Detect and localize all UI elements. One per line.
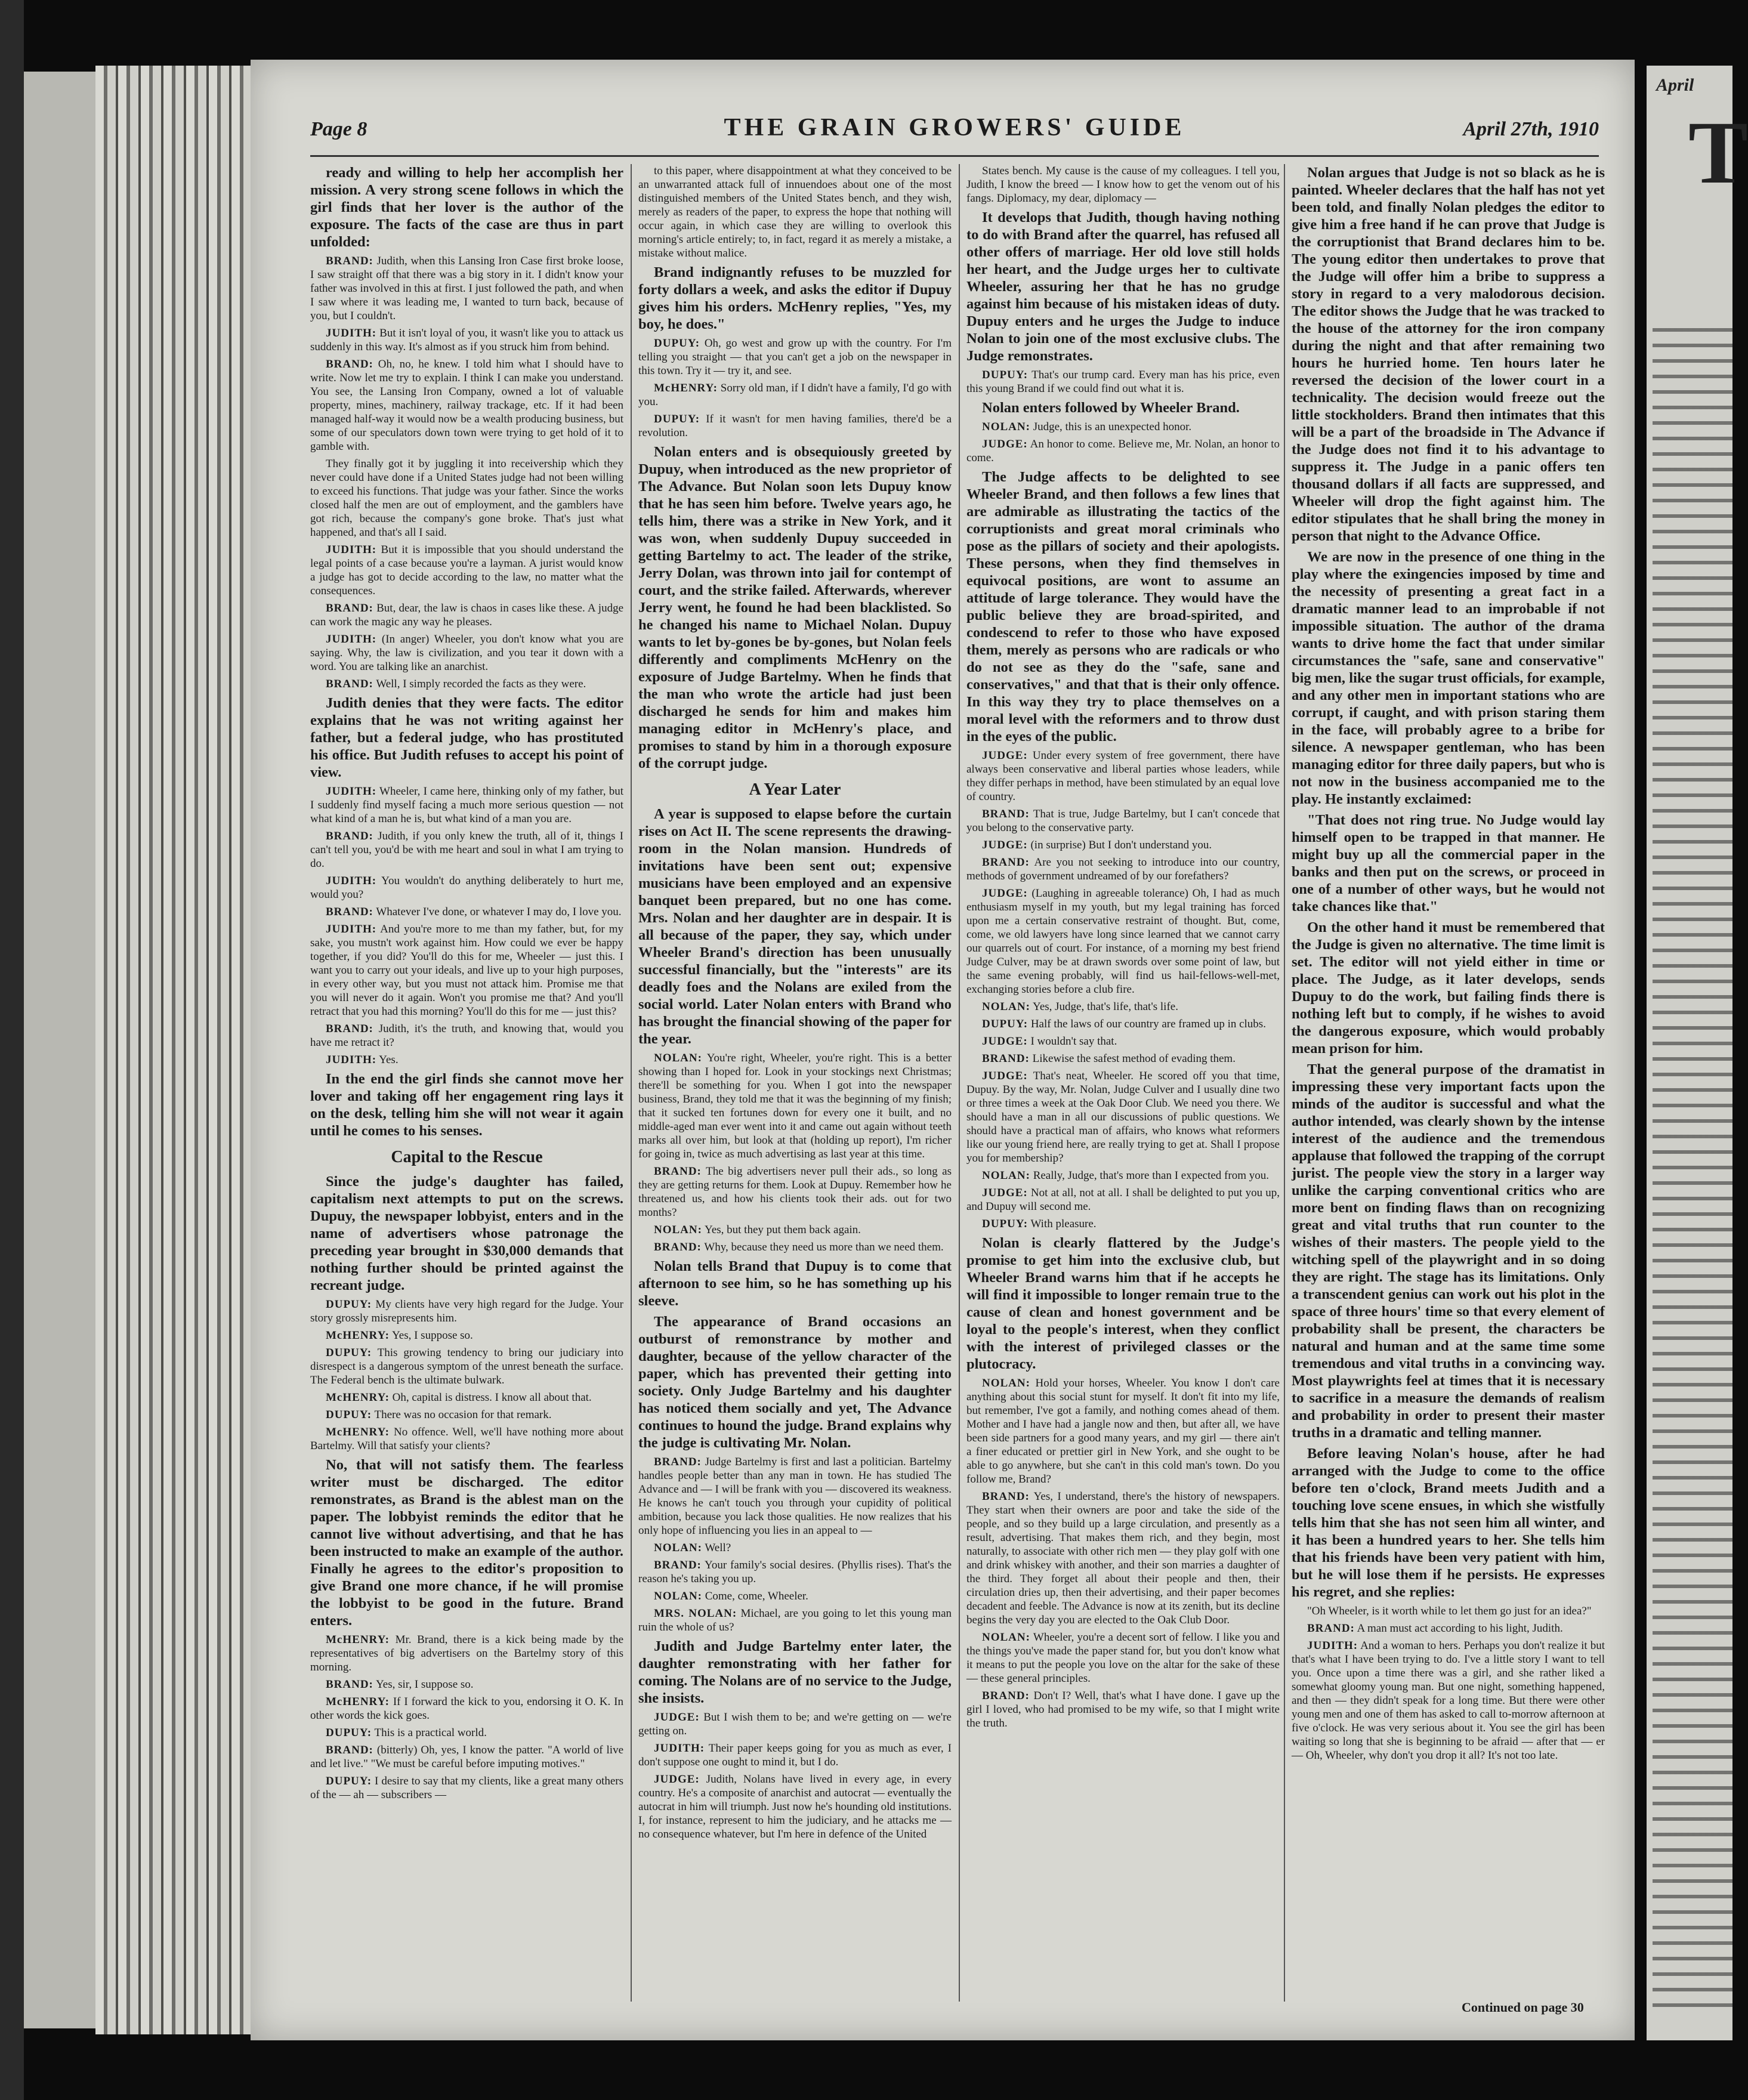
speaker-name: DUPUY:: [654, 413, 700, 425]
dialogue-line: [638, 1589, 952, 1603]
speaker-name: JUDITH:: [326, 543, 377, 556]
dialogue-line: [638, 1223, 952, 1237]
dialogue-text: Not at all, not at all. I shall be delighted to put you up, and Dupuy will second me.: [966, 1187, 1280, 1213]
dialogue-text: No offence. Well, we'll have nothing more about Bartelmy. Will that satisfy your clients?: [310, 1426, 624, 1452]
speaker-name: JUDITH:: [326, 875, 377, 887]
section-heading: A Year Later: [749, 780, 841, 799]
dialogue-text: I desire to say that my clients, like a great many others of the — ah — subscribers —: [310, 1775, 624, 1801]
dialogue-text: Judge Bartelmy is first and last a politician. Bartelmy handles people better than any man in town. He has studied The Advance and — I will be frank with you — discovered its weakness. He knows he can't touch you through your cupidity of political ambition, because you lack those qualities. He now realizes that his only hope of influencing you lies in an appeal to —: [638, 1456, 952, 1537]
speaker-name: BRAND:: [654, 1165, 702, 1178]
dialogue-text: Yes, I understand, there's the history of newspapers. They start when their owners are poor and take the side of the people, and so they build up a large circulation, and presently as a result, advertising. That makes them rich, and they begin, most naturally, to associate with other rich men — they play golf with one and drink whiskey with another, and their son marries a daughter of the third. They forget all about their people and then, their circulation dries up, then their advertising, and their paper becomes decadent and feeble. The Advance is now at its zenith, but its decline begins the very day you are elected to the Oak Club Door.: [966, 1490, 1280, 1626]
body-paragraph: That the general purpose of the dramatist in impressing these very important facts upon the minds of the auditor is successful and what the author intended, was clearly shown by the intense interest of the audience and the tremendous applause that followed the trapping of the corrupt jurist. The people view the story in a larger way unlike the carping conventional critics who are more bent on finding flaws than on recognizing great and vital truths that run counter to the wishes of their masters. The people yield to the witching spell of the playwright and in so doing they are right. The stage has its limitations. Only a transcendent genius can work out his plot in the space of three hours' time so that every element of probability shall be present, the characters be natural and human and at the same time some tremendous and vital truths in a convincing way. Most playwrights feel at times that it is necessary to sacrifice in a measure the demands of realism and probability in order to present their master truths in a dramatic and telling manner.: [1292, 1061, 1605, 1441]
dialogue-text: Judith, if you only knew the truth, all of it, things I can't tell you, you'd be with me heart and soul in what I am trying to do.: [310, 830, 624, 870]
dialogue-text: But it isn't loyal of you, it wasn't like you to attack us suddenly in this way. It's almost as if you struck him from behind.: [310, 327, 624, 353]
dialogue-line: [310, 601, 623, 629]
header-rule: [310, 155, 1599, 157]
dialogue-text: Half the laws of our country are framed up in clubs.: [1030, 1018, 1266, 1030]
dialogue-text: You're right, Wheeler, you're right. This is a better showing than I hoped for. Look in your stockings next Christmas; there'll be something for you. When I got into the newspaper business, Brand, they told me that it was the beginning of my finish; that it sucked ten fortunes down for every one it built, and no middle-aged man ever went into it and came out again without teeth marks all over him, but look at that (holding up report), I'm richer for going in, twice as much advertising as last year at this time.: [638, 1052, 952, 1160]
body-paragraph: It develops that Judith, though having nothing to do with Brand after the quarrel, has refused all other offers of marriage. Her old love still holds her heart, and the Judge urges her to cultivate Wheeler, assuring her that he has no grudge against him because of his mistaken ideas of duty. Dupuy enters and he urges the Judge to induce Nolan to join one of the most exclusive clubs. The Judge remonstrates.: [966, 209, 1280, 364]
speaker-name: BRAND:: [326, 1678, 373, 1691]
dialogue-line: [638, 1051, 952, 1161]
speaker-name: JUDITH:: [326, 327, 377, 339]
speaker-name: DUPUY:: [982, 369, 1029, 381]
dialogue-text: Wheeler, I came here, thinking only of my father, but I suddenly find myself facing a much more serious question — not what kind of a man he is, but what kind of a man you are.: [310, 785, 623, 825]
speaker-name: JUDGE:: [982, 1070, 1028, 1082]
speaker-name: JUDITH:: [326, 785, 377, 798]
dialogue-line: [310, 1022, 623, 1049]
column-separator: [1284, 164, 1285, 2002]
dialogue-text: Come, come, Wheeler.: [705, 1590, 808, 1602]
dialogue-text: You wouldn't do anything deliberately to hurt me, would you?: [310, 875, 623, 901]
dialogue-line: [638, 1741, 952, 1769]
body-paragraph: Nolan is clearly flattered by the Judge's promise to get him into the exclusive club, but Wheeler Brand warns him that if he accepts he will find it impossible to longer remain true to the cause of clean and honest government and be loyal to the people's interest, when they conflict with the interest of privileged classes or the plutocracy.: [966, 1235, 1280, 1372]
speaker-name: BRAND:: [982, 856, 1030, 869]
speaker-name: McHENRY:: [654, 382, 718, 394]
dialogue-line: [310, 357, 623, 453]
issue-date: April 27th, 1910: [1463, 118, 1599, 140]
dialogue-text: Yes.: [379, 1054, 399, 1066]
dialogue-line: [310, 922, 623, 1018]
speaker-name: McHENRY:: [326, 1391, 390, 1404]
dialogue-text: Yes, Judge, that's life, that's life.: [1033, 1000, 1178, 1013]
speaker-name: JUDGE:: [982, 1187, 1028, 1199]
previous-page-stub: [24, 72, 95, 2028]
dialogue-line: [638, 1165, 952, 1219]
dialogue-line: [638, 1607, 952, 1634]
newspaper-page: [251, 60, 1635, 2040]
body-paragraph: Since the judge's daughter has failed, capitalism next attempts to put on the screws. Dupuy, the newspaper lobbyist, enters and in the name of advertisers whose patronage the preceding year brought in $30,000 demands that nothing further should be printed against the recreant judge.: [310, 1173, 623, 1293]
dialogue-line: [1292, 1622, 1605, 1635]
dialogue-line: [310, 677, 623, 691]
dialogue-line: [966, 1069, 1280, 1165]
dialogue-line: [310, 1329, 623, 1342]
dialogue-line: [966, 1017, 1280, 1031]
dialogue-text: Well?: [705, 1542, 731, 1554]
dialogue-text: Mr. Brand, there is a kick being made by the representatives of big advertisers on the Bartelmy story of this morning.: [310, 1633, 624, 1673]
dialogue-text: My clients have very high regard for the Judge. Your story grossly misrepresents him.: [310, 1298, 623, 1324]
dialogue-text: I wouldn't say that.: [1030, 1035, 1117, 1048]
dialogue-line: [310, 543, 623, 598]
dialogue-text: Whatever I've done, or whatever I may do, I love you.: [376, 906, 622, 918]
speaker-name: JUDGE:: [982, 1035, 1028, 1048]
body-paragraph: ready and willing to help her accomplish her mission. A very strong scene follows in which the girl finds that her lover is the author of the exposure. The facts of the case are thus in part unfolded:: [310, 165, 623, 250]
dialogue-line: [638, 164, 952, 260]
dialogue-text: The big advertisers never pull their ads., so long as they are getting returns for them. Look at Dupuy. Remember how he threatened us, and how his clients took their ads. out for two months?: [638, 1165, 952, 1219]
dialogue-text: Oh, go west and grow up with the country. For I'm telling you straight — that you can't get a job on the newspaper in this town. Try it — try it, and see.: [638, 337, 952, 377]
page-header: [310, 113, 1599, 149]
speaker-name: MRS. NOLAN:: [654, 1607, 737, 1620]
dialogue-line: [966, 1052, 1280, 1066]
speaker-name: McHENRY:: [326, 1426, 390, 1438]
dialogue-line: [966, 368, 1280, 396]
speaker-name: JUDITH:: [326, 1054, 377, 1066]
dialogue-line: [310, 1298, 623, 1325]
dialogue-text: Judith, it's the truth, and knowing that, would you have me retract it?: [310, 1023, 623, 1049]
speaker-name: BRAND:: [982, 1052, 1030, 1065]
dialogue-text: But it is impossible that you should understand the legal points of a case because you're a layman. A jurist would know a judge has got to decide according to the law, no matter what the consequences.: [310, 543, 623, 597]
dialogue-text: But I wish them to be; and we're getting on — we're getting on.: [638, 1711, 952, 1737]
dialogue-text: That's our trump card. Every man has his price, even this young Brand if we could find out what it is.: [966, 369, 1280, 395]
dialogue-line: [966, 856, 1280, 883]
facing-page-date: April: [1656, 75, 1694, 95]
body-paragraph: On the other hand it must be remembered that the Judge is given no alternative. The time limit is set. The editor will not yield either in time or place. The Judge, as it later develops, sends Dupuy to do the work, but failing finds there is nothing left but to comply, if he wishes to avoid the dangerous exposure, which would probably mean prison for him.: [1292, 919, 1605, 1057]
speaker-name: BRAND:: [326, 1023, 373, 1035]
dialogue-text: (in surprise) But I don't understand you.: [1030, 839, 1212, 851]
dialogue-line: [966, 807, 1280, 835]
dialogue-line: [310, 1346, 623, 1387]
dialogue-text: States bench. My cause is the cause of my colleagues. I tell you, Judith, I know the breed — I know how to get the venom out of his fangs. Diplomacy, my dear, diplomacy —: [966, 165, 1280, 205]
dialogue-text: Hold your horses, Wheeler. You know I don't care anything about this social stunt for myself. It don't fit into my life, but remember, I've got a family, and nothing comes ahead of them. Mother and I have had a jangle now and then, but after all, we have been side partners for a good many years, and my girl — there ain't a finer educated or prettier girl in New York, and she ought to be able to go anywhere, but she can't in this cold man's town. Do you follow me, Brand?: [966, 1377, 1280, 1486]
speaker-name: JUDITH:: [654, 1742, 705, 1755]
dialogue-line: [310, 1425, 623, 1453]
column-3: [966, 164, 1280, 2008]
dialogue-text: Wheeler, you're a decent sort of fellow. I like you and the things you've made the paper stand for, but you don't know what it means to put the people you love on the altar for the sake of these — these general principles.: [966, 1631, 1280, 1685]
page-number: Page 8: [310, 118, 367, 140]
speaker-name: JUDGE:: [654, 1711, 700, 1724]
speaker-name: JUDGE:: [654, 1773, 700, 1786]
speaker-name: BRAND:: [654, 1559, 702, 1571]
speaker-name: NOLAN:: [982, 1000, 1030, 1013]
body-paragraph: Judith and Judge Bartelmy enter later, the daughter remonstrating with her father for coming. The Nolans are of no service to the Judge, she insists.: [638, 1638, 952, 1706]
speaker-name: NOLAN:: [982, 1169, 1030, 1182]
dialogue-text: (bitterly) Oh, yes, I know the patter. "A world of live and let live." "We must be careful before imputing motives.": [310, 1744, 623, 1770]
dialogue-text: Likewise the safest method of evading them.: [1032, 1052, 1236, 1065]
speaker-name: BRAND:: [326, 906, 373, 918]
dialogue-text: There was no occasion for that remark.: [374, 1409, 552, 1421]
dialogue-line: [310, 1678, 623, 1691]
speaker-name: JUDGE:: [982, 438, 1028, 450]
dialogue-text: Yes, but they put them back again.: [705, 1224, 861, 1236]
dialogue-text: Oh, no, he knew. I told him what I should have to write. Now let me try to explain. I think I can make you understand. You see, the Lansing Iron Company, owned a lot of valuable property, mines, machinery, railway trackage, etc. If it had been managed half-way it would now be a wealth producing business, but some of our speculators down town were trying to get hold of it to gamble with.: [310, 358, 623, 453]
speaker-name: DUPUY:: [326, 1409, 372, 1421]
speaker-name: JUDITH:: [1307, 1639, 1358, 1652]
dialogue-line: [310, 1408, 623, 1422]
speaker-name: NOLAN:: [654, 1052, 702, 1064]
dialogue-line: [310, 874, 623, 901]
dialogue-text: Michael, are you going to let this young man ruin the whole of us?: [638, 1607, 952, 1633]
body-paragraph: The Judge affects to be delighted to see Wheeler Brand, and then follows a few lines that are admirable as illustrating the tactics of the corruptionists and great moral criminals who pose as the pillars of society and their apologists. These persons, when they find themselves in equivocal positions, are wont to assume an attitude of large tolerance. They would have the public believe they are broad-spirited, and condescend to refer to those who have exposed them, merely as persons who are radicals or who do not see as they do the "safe, sane and conservatives," and that that is their only offence. In this way they try to place themselves on a moral level with the reformers and to throw dust in the eyes of the public.: [966, 469, 1280, 745]
dialogue-text: A man must act according to his light, Judith.: [1357, 1622, 1563, 1635]
dialogue-text: Under every system of free government, there have always been conservative and liberal parties whose leaders, while they differ perhaps in method, have been stimulated by an equal love of country.: [966, 749, 1280, 803]
speaker-name: DUPUY:: [326, 1775, 372, 1787]
dialogue-line: [310, 1053, 623, 1067]
speaker-name: BRAND:: [326, 255, 373, 267]
dialogue-text: Oh, capital is distress. I know all about that.: [392, 1391, 592, 1404]
dialogue-line: [638, 1541, 952, 1555]
speaker-name: NOLAN:: [982, 1631, 1030, 1644]
body-paragraph: We are now in the presence of one thing in the play where the exingencies imposed by time and the necessity of presenting a great fact in a dramatic manner lead to an improbable if not impossible situation. The author of the drama wants to drive home the fact that under similar circumstances the "safe, sane and conservative" big men, like the sugar trust officials, for example, and any other men in important stations who are corrupt, if caught, and with prison staring them in the face, will probably agree to a bribe for silence. A newspaper gentleman, who has been managing editor for three daily papers, but who is not now in the business accompanied me to the play. He instantly exclaimed:: [1292, 549, 1605, 807]
dialogue-line: [966, 1217, 1280, 1231]
speaker-name: NOLAN:: [654, 1224, 702, 1236]
facing-page: [1647, 66, 1748, 2040]
dialogue-line: [310, 632, 623, 674]
dialogue-line: [966, 1376, 1280, 1486]
dialogue-line: [638, 336, 952, 378]
dialogue-line: [310, 1743, 623, 1771]
body-paragraph: In the end the girl finds she cannot move her lover and taking off her engagement ring lays it on the desk, telling him she will not wear it again until he comes to his senses.: [310, 1071, 623, 1139]
dialogue-line: [310, 1774, 623, 1802]
dialogue-line: [966, 887, 1280, 996]
dialogue-line: [310, 1695, 623, 1722]
dialogue-line: [638, 412, 952, 440]
dialogue-line: [966, 1490, 1280, 1627]
dialogue-text: (In anger) Wheeler, you don't know what you are saying. Why, the law is civilization, and you tear it down with a word. You are talking like an anarchist.: [310, 633, 624, 673]
speaker-name: McHENRY:: [326, 1696, 390, 1708]
body-paragraph: Nolan enters and is obsequiously greeted by Dupuy, when introduced as the new proprietor of The Advance. But Nolan soon lets Dupuy know that he has seen him before. Twelve years ago, he tells him, there was a strike in New York, and it was won, when suddenly Dupuy succeeded in getting Bartelmy to act. The leader of the strike, Jerry Dolan, was thrown into jail for contempt of court, and the strike failed. Afterwards, wherever Jerry went, he found he had been blacklisted. So he changed his name to Michael Nolan. Dupuy wants to let by-gones be by-gones, but Nolan feels differently and compliments McHenry on the exposure of Judge Bartelmy. When he finds that the man who wrote the article had just been discharged he sends for him and makes him managing editor in McHenry's place, and promises to stand by him in a thorough exposure of the corrupt judge.: [638, 444, 952, 771]
dialogue-line: [310, 905, 623, 919]
dialogue-text: If I forward the kick to you, endorsing it O. K. In other words the kick goes.: [310, 1696, 623, 1722]
speaker-name: DUPUY:: [326, 1347, 372, 1359]
speaker-name: DUPUY:: [654, 337, 700, 350]
dialogue-text: Don't I? Well, that's what I have done. I gave up the girl I loved, who had promised to be my wife, so that I might write the truth.: [966, 1690, 1280, 1730]
speaker-name: BRAND:: [654, 1456, 702, 1468]
dialogue-line: [310, 1633, 623, 1674]
dialogue-line: [966, 838, 1280, 852]
section-heading: Capital to the Rescue: [391, 1148, 543, 1166]
dialogue-line: [966, 420, 1280, 434]
dialogue-text: to this paper, where disappointment at what they conceived to be an unwarranted attack full of innuendoes about one of the most distinguished members of the United States bench, and they wish, merely as readers of the paper, to express the hope that nothing will occur again, in which case they are willing to overlook this morning's article entirely; to, in fact, regard it as merely a mistake, a mistake without malice.: [638, 165, 952, 260]
facing-page-headline-letter: T: [1688, 103, 1748, 202]
dialogue-text: (Laughing in agreeable tolerance) Oh, I had as much enthusiasm myself in my youth, but my legal training has forced upon me a certain conservative restraint of thought. But, come, come, we old lawyers have long since learned that we cannot carry our quarrels out of court. For instance, of a morning my best friend Judge Culver, may be at drawn swords over some point of law, but the same evening probably, will find us hail-fellows-well-met, exchanging stories before a club fire.: [966, 887, 1280, 996]
speaker-name: NOLAN:: [654, 1590, 702, 1602]
column-separator: [959, 164, 960, 2002]
dialogue-line: [638, 1710, 952, 1738]
speaker-name: JUDGE:: [982, 839, 1028, 851]
dialogue-line: [310, 785, 623, 826]
body-paragraph: "That does not ring true. No Judge would lay himself open to be trapped in that manner. He might buy up all the commercial paper in the banks and then put on the screws, or proceed in one of a number of other ways, but he would not take chances like that.": [1292, 812, 1605, 915]
scan-left-edge: [0, 0, 24, 2100]
speaker-name: JUDGE:: [982, 887, 1028, 900]
dialogue-line: [310, 1726, 623, 1740]
dialogue-line: [966, 1000, 1280, 1014]
body-paragraph: Nolan tells Brand that Dupuy is to come that afternoon to see him, so he has something up his sleeve.: [638, 1258, 952, 1309]
body-paragraph: Nolan argues that Judge is not so black as he is painted. Wheeler declares that the half has not yet been told, and finally Nolan pledges the editor to give him a free hand if he can prove that Judge is the corruptionist that Brand declares him to be. The young editor then undertakes to prove that the Judge will offer him a bribe to suppress a story in regard to a very malodorous decision. The editor shows the Judge that he was tracked to the house of the attorney for the iron company during the night and that after remaining two hours he hurried home. Ten hours later he reversed the decision of the lower court in a technicality. The decision would freeze out the little stockholders. Brand then intimates that this will be a part of the broadside in The Advance if the Judge does not find it to his advantage to suppress it. The Judge in a panic offers ten thousand dollars if all facts are suppressed, and Wheeler will drop the fight against him. The editor stipulates that he shall bring the money in person that night to the Advance Office.: [1292, 165, 1605, 544]
speaker-name: NOLAN:: [654, 1542, 702, 1554]
dialogue-line: [1292, 1639, 1605, 1762]
dialogue-line: [966, 1689, 1280, 1730]
speaker-name: BRAND:: [1307, 1622, 1355, 1635]
dialogue-line: [310, 326, 623, 354]
dialogue-line: [638, 1240, 952, 1254]
column-separator: [631, 164, 632, 2002]
dialogue-line: [310, 457, 623, 539]
dialogue-line: [638, 1772, 952, 1841]
column-4: [1292, 164, 1605, 2008]
speaker-name: BRAND:: [982, 1690, 1030, 1702]
dialogue-text: Yes, I suppose so.: [391, 1329, 473, 1342]
masthead-title: THE GRAIN GROWERS' GUIDE: [724, 114, 1185, 141]
dialogue-text: Judge, this is an unexpected honor.: [1033, 421, 1192, 433]
dialogue-text: Well, I simply recorded the facts as they were.: [376, 678, 586, 690]
dialogue-text: But, dear, the law is chaos in cases like these. A judge can work the magic any way he pleases.: [310, 602, 624, 628]
dialogue-text: Really, Judge, that's more than I expected from you.: [1033, 1169, 1269, 1182]
dialogue-line: [966, 749, 1280, 804]
dialogue-line: [638, 381, 952, 409]
speaker-name: JUDITH:: [326, 633, 377, 646]
speaker-name: DUPUY:: [326, 1298, 372, 1311]
speaker-name: BRAND:: [326, 602, 373, 614]
dialogue-line: [966, 164, 1280, 205]
dialogue-text: If it wasn't for men having families, there'd be a revolution.: [638, 413, 952, 439]
dialogue-line: [966, 1630, 1280, 1685]
dialogue-text: That's neat, Wheeler. He scored off you that time, Dupuy. By the way, Mr. Nolan, Judge Culver and I usually dine two or three times a week at the Oak Door Club. We need you there. We should have a man in all our discussions of public questions. We should have a practical man of affairs, who knows what reformers like our young friend here, are really trying to get at. Shall I propose you for membership?: [966, 1070, 1280, 1165]
speaker-name: NOLAN:: [982, 1377, 1030, 1389]
speaker-name: McHENRY:: [326, 1633, 390, 1646]
book-binding: [95, 66, 262, 2034]
speaker-name: BRAND:: [326, 830, 373, 842]
speaker-name: JUDGE:: [982, 749, 1028, 762]
dialogue-text: This is a practical world.: [374, 1727, 487, 1739]
dialogue-line: [310, 829, 623, 870]
dialogue-text: Are you not seeking to introduce into our country, methods of government undreamed of by our forefathers?: [966, 856, 1280, 882]
facing-page-text: [1653, 316, 1732, 2016]
dialogue-text: This growing tendency to bring our judiciary into disrespect is a dangerous symptom of the unrest beneath the surface. The Federal bench is the ultimate bulwark.: [310, 1347, 623, 1386]
dialogue-line: [310, 254, 623, 323]
body-paragraph: Before leaving Nolan's house, after he had arranged with the Judge to come to the office before ten o'clock, Brand meets Judith and a touching love scene ensues, in which she wistfully tells him that she has not seen him all winter, and it has been a hundred years to her. She tells him that his friends have been very patient with him, but he will lose them if he persists. He expresses his regret, and she replies:: [1292, 1446, 1605, 1600]
dialogue-text: An honor to come. Believe me, Mr. Nolan, an honor to come.: [966, 438, 1280, 464]
dialogue-line: [310, 1391, 623, 1404]
dialogue-line: [966, 1169, 1280, 1182]
speaker-name: BRAND:: [654, 1241, 702, 1253]
column-1: [310, 164, 623, 2008]
dialogue-line: [638, 1558, 952, 1586]
dialogue-text: Judith, Nolans have lived in every age, in every country. He's a composite of anarchist and autocrat — eventually the autocrat in him will triumph. Just now he's hounding old institutions. I, for instance, represent to him the judiciary, and he attacks me — no consequence whatever, but I'm here in defence of the United: [638, 1773, 952, 1840]
column-2: [638, 164, 952, 2008]
dialogue-text: With pleasure.: [1030, 1218, 1097, 1230]
dialogue-text: Judith, when this Lansing Iron Case first broke loose, I saw straight off that there was a big story in it. I didn't know your father was involved in this at first. I just followed the path, and when I saw where it was leading me, I wanted to turn back, because of you, but I couldn't.: [310, 255, 623, 322]
speaker-name: DUPUY:: [326, 1727, 372, 1739]
speaker-name: JUDITH:: [326, 923, 377, 935]
speaker-name: BRAND:: [326, 678, 373, 690]
body-paragraph: A year is supposed to elapse before the curtain rises on Act II. The scene represents the drawing-room in the Nolan mansion. Hundreds of invitations have been sent out; expensive musicians have been employed and an expensive banquet been prepared, but no one has come. Mrs. Nolan and her daughter are in despair. It is all because of the paper, they say, which under Wheeler Brand's direction has been unusually successful financially, but the "interests" are its deadly foes and the Nolans are exiled from the social world. Later Nolan enters with Brand who has brought the financial showing of the paper for the year.: [638, 806, 952, 1047]
dialogue-line: [638, 1455, 952, 1537]
dialogue-line: [1292, 1604, 1605, 1618]
speaker-name: BRAND:: [326, 1744, 373, 1756]
speaker-name: DUPUY:: [982, 1018, 1029, 1030]
dialogue-text: Yes, sir, I suppose so.: [375, 1678, 474, 1691]
dialogue-text: That is true, Judge Bartelmy, but I can't concede that you belong to the conservative party.: [966, 808, 1280, 834]
speaker-name: DUPUY:: [982, 1218, 1029, 1230]
body-paragraph: Judith denies that they were facts. The editor explains that he was not writing against her father, but a federal judge, who has prostituted his office. But Judith refuses to accept his point of view.: [310, 695, 623, 780]
dialogue-text: And you're more to me than my father, but, for my sake, you mustn't work against him. How could we ever be happy together, if you did? You'll do this for me, Wheeler — just this. I want you to carry out your ideals, and live up to your high purposes, in every other way, but you must not attack him. Promise me that you will never do it again. Won't you promise me that? And you'll retract that you had this morning? You'll do this for me — just this?: [310, 923, 623, 1018]
speaker-name: BRAND:: [982, 1490, 1030, 1503]
body-paragraph: The appearance of Brand occasions an outburst of remonstrance by mother and daughter, because of the yellow character of the paper, which has prevented their getting into society. Only Judge Bartelmy and his daughter has noticed them socially and yet, The Advance continues to hound the judge. Brand explains why the judge is cultivating Mr. Nolan.: [638, 1314, 952, 1451]
dialogue-text: Why, because they need us more than we need them.: [704, 1241, 944, 1253]
speaker-name: NOLAN:: [982, 421, 1030, 433]
dialogue-text: Their paper keeps going for you as much as ever, I don't suppose one ought to mind it, but I do.: [638, 1742, 952, 1768]
speaker-name: BRAND:: [982, 808, 1030, 820]
speaker-name: McHENRY:: [326, 1329, 390, 1342]
dialogue-text: And a woman to hers. Perhaps you don't realize it but that's what I have been trying to do. I've a little story I want to tell you. Once upon a time there was a girl, and she rather liked a somewhat gloomy young man. But one night, something happened, and then — they didn't speak for a long time. But there were other young men and one of them has asked to call to-morrow afternoon at five o'clock. He was very serious about it. You see the girl has been waiting so long that she is beginning to be afraid — after that — er — Oh, Wheeler, why don't you drop it all? It's not too late.: [1292, 1639, 1605, 1762]
continued-note: Continued on page 30: [1462, 2000, 1584, 2015]
dialogue-text: "Oh Wheeler, is it worth while to let them go just for an idea?": [1307, 1605, 1592, 1617]
speaker-name: BRAND:: [326, 358, 373, 370]
body-paragraph: No, that will not satisfy them. The fearless writer must be discharged. The editor remonstrates, as Brand is the ablest man on the paper. The lobbyist reminds the editor that he cannot live without advertising, and that he has been instructed to make an example of the author. Finally he agrees to the editor's proposition to give Brand one more chance, if he will promise the lobbyist to be good in the future. Brand enters.: [310, 1457, 623, 1629]
body-paragraph: Brand indignantly refuses to be muzzled for forty dollars a week, and asks the editor if Dupuy gives him his orders. McHenry replies, "Yes, my boy, he does.": [638, 264, 952, 332]
dialogue-line: [966, 1186, 1280, 1213]
dialogue-text: Sorry old man, if I didn't have a family, I'd go with you.: [638, 382, 952, 408]
dialogue-text: They finally got it by juggling it into receivership which they never could have done if a United States judge had not been willing to exceed his functions. That judge was your father. Since the works closed half the men are out of employment, and the gamblers have got rich, because the company's gone broke. That's just what happened, and that's all I said.: [310, 458, 623, 539]
dialogue-line: [966, 1034, 1280, 1048]
dialogue-text: Your family's social desires. (Phyllis rises). That's the reason he's taking you up.: [638, 1559, 952, 1585]
dialogue-line: [966, 437, 1280, 465]
body-paragraph: Nolan enters followed by Wheeler Brand.: [982, 400, 1240, 416]
